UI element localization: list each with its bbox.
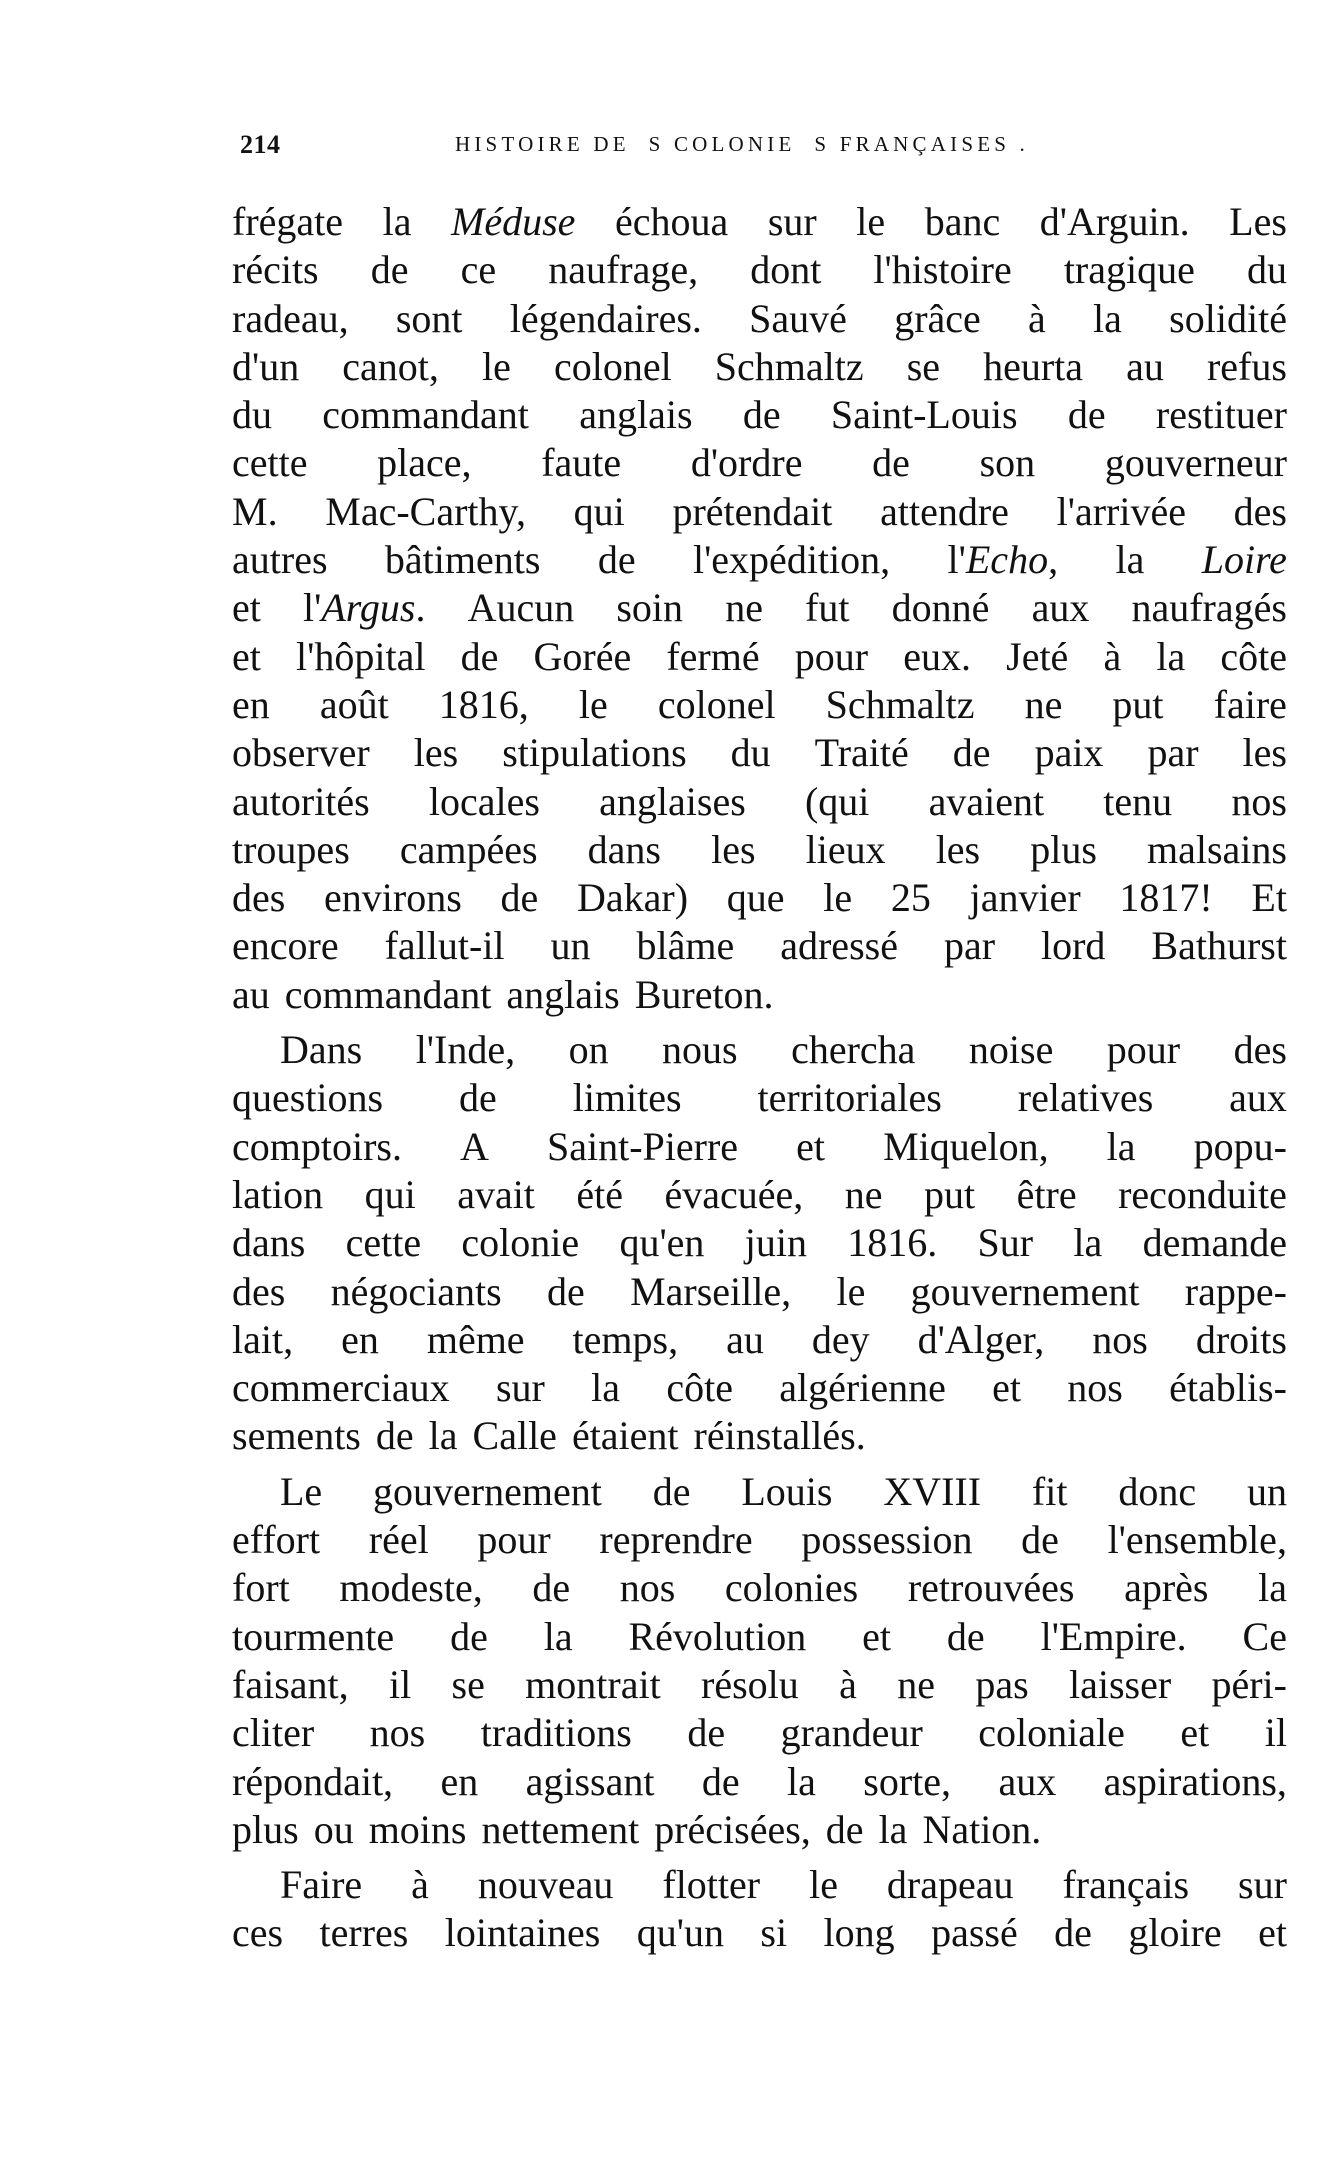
text-line: d'un canot, le colonel Schmaltz se heurta au refus (232, 343, 1287, 389)
text-line: cliter nos traditions de grandeur coloniale et il (232, 1710, 1287, 1756)
text-line: en août 1816, le colonel Schmaltz ne put faire (232, 681, 1287, 727)
text-line: commerciaux sur la côte algérienne et nos établis- (232, 1365, 1287, 1411)
paragraph-gap (232, 1019, 1287, 1026)
paragraph-gap (232, 1854, 1287, 1861)
text-line: plus ou moins nettement précisées, de la Nation. (232, 1806, 1042, 1852)
text-line: frégate la Méduse échoua sur le banc d'Arguin. Les (232, 199, 1287, 244)
paragraph (232, 1861, 1287, 1958)
text-line: des environs de Dakar) que le 25 janvier 1817! Et (232, 875, 1287, 921)
text-line: effort réel pour reprendre possession de l'ensemble, (232, 1517, 1287, 1563)
text-line: radeau, sont légendaires. Sauvé grâce à la solidité (232, 295, 1287, 341)
text-line: troupes campées dans les lieux les plus malsains (232, 826, 1287, 872)
page-number: 214 (240, 130, 281, 159)
running-head (240, 130, 1290, 170)
text-line: comptoirs. A Saint-Pierre et Miquelon, la popu- (232, 1123, 1287, 1169)
text-line: autorités locales anglaises (qui avaient tenu nos (232, 778, 1287, 824)
text-line: lait, en même temps, au dey d'Alger, nos droits (232, 1316, 1287, 1362)
text-line: des négociants de Marseille, le gouvernement rappe- (232, 1268, 1287, 1314)
text-line: M. Mac-Carthy, qui prétendait attendre l'arrivée des (232, 488, 1287, 534)
text-line: répondait, en agissant de la sorte, aux aspirations, (232, 1758, 1287, 1804)
text-line: autres bâtiments de l'expédition, l'Echo, la Loire (232, 537, 1287, 583)
paragraph (232, 1026, 1287, 1461)
text-line: au commandant anglais Bureton. (232, 971, 774, 1017)
text-line: Faire à nouveau flotter le drapeau français sur (280, 1862, 1287, 1908)
text-line: fort modeste, de nos colonies retrouvées après la (232, 1565, 1287, 1611)
text-line: cette place, faute d'ordre de son gouverneur (232, 440, 1287, 486)
text-line: ces terres lointaines qu'un si long passé de gloire et (232, 1910, 1287, 1956)
paragraph (232, 1468, 1287, 1854)
paragraph (232, 198, 1287, 1019)
text-line: du commandant anglais de Saint-Louis de restituer (232, 392, 1287, 438)
text-line: faisant, il se montrait résolu à ne pas laisser péri- (232, 1661, 1287, 1707)
text-line: récits de ce naufrage, dont l'histoire tragique du (232, 247, 1287, 293)
body-text (232, 198, 1287, 1958)
text-line: observer les stipulations du Traité de paix par les (232, 730, 1287, 776)
text-line: et l'hôpital de Gorée fermé pour eux. Jeté à la côte (232, 633, 1287, 679)
text-line: dans cette colonie qu'en juin 1816. Sur la demande (232, 1220, 1287, 1266)
text-line: sements de la Calle étaient réinstallés. (232, 1413, 866, 1459)
running-title: HISTOIRE DE S COLONIE S FRANÇAISES . (455, 132, 1030, 156)
text-line: questions de limites territoriales relatives aux (232, 1075, 1287, 1121)
text-line: et l'Argus. Aucun soin ne fut donné aux naufragés (232, 585, 1287, 631)
text-line: Dans l'Inde, on nous chercha noise pour des (280, 1027, 1287, 1073)
text-line: tourmente de la Révolution et de l'Empire. Ce (232, 1613, 1287, 1659)
text-line: lation qui avait été évacuée, ne put être reconduite (232, 1171, 1287, 1217)
paragraph-gap (232, 1461, 1287, 1468)
text-line: Le gouvernement de Louis XVIII fit donc un (280, 1468, 1287, 1514)
text-line: encore fallut-il un blâme adressé par lord Bathurst (232, 923, 1287, 969)
